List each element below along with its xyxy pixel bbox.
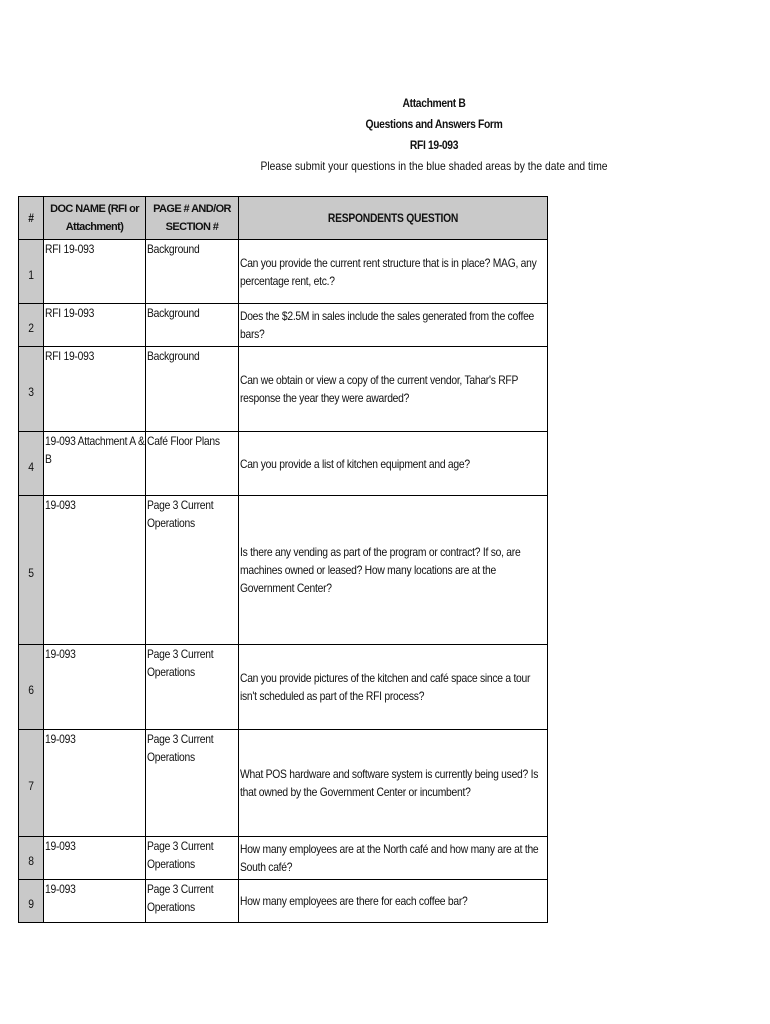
col-header-question: RESPONDENTS QUESTION <box>239 197 548 240</box>
row-number: 5 <box>19 496 44 645</box>
question-cell: How many employees are there for each coffee bar? <box>239 880 548 923</box>
table-row <box>19 347 548 432</box>
page-section-cell: Page 3 Current Operations <box>146 496 239 645</box>
table-row <box>19 730 548 837</box>
page-section-cell: Page 3 Current Operations <box>146 837 239 880</box>
question-cell: Does the $2.5M in sales include the sales generated from the coffee bars? <box>239 304 548 347</box>
row-number: 1 <box>19 240 44 304</box>
doc-name-cell: 19-093 <box>44 496 146 645</box>
page-section-cell: Page 3 Current Operations <box>146 730 239 837</box>
table-row <box>19 496 548 645</box>
doc-name-cell: 19-093 <box>44 837 146 880</box>
doc-name-cell: 19-093 <box>44 645 146 730</box>
page-section-cell: Page 3 Current Operations <box>146 880 239 923</box>
page-section-cell: Background <box>146 240 239 304</box>
row-number: 3 <box>19 347 44 432</box>
attachment-title: Attachment B <box>402 96 466 110</box>
question-cell: Is there any vending as part of the program or contract? If so, are machines owned or leased? How many locations are at the Government Center? <box>239 496 548 645</box>
page-section-cell: Page 3 Current Operations <box>146 645 239 730</box>
question-cell: Can you provide pictures of the kitchen and café space since a tour isn't scheduled as part of the RFI process? <box>239 645 548 730</box>
table-row <box>19 880 548 923</box>
table-row <box>19 432 548 496</box>
instructions-note: Please submit your questions in the blue shaded areas by the date and time <box>260 159 608 173</box>
table-row <box>19 837 548 880</box>
doc-name-cell: 19-093 Attachment A & B <box>44 432 146 496</box>
table-row <box>19 645 548 730</box>
question-cell: Can you provide a list of kitchen equipment and age? <box>239 432 548 496</box>
table-row <box>19 304 548 347</box>
doc-name-cell: RFI 19-093 <box>44 240 146 304</box>
rfi-number: RFI 19-093 <box>409 138 459 152</box>
row-number: 8 <box>19 837 44 880</box>
row-number: 9 <box>19 880 44 923</box>
form-header <box>0 93 770 177</box>
row-number: 7 <box>19 730 44 837</box>
row-number: 6 <box>19 645 44 730</box>
page-section-cell: Café Floor Plans <box>146 432 239 496</box>
form-title: Questions and Answers Form <box>365 117 503 131</box>
question-cell: Can we obtain or view a copy of the current vendor, Tahar's RFP response the year they were awarded? <box>239 347 548 432</box>
doc-name-cell: RFI 19-093 <box>44 304 146 347</box>
doc-name-cell: 19-093 <box>44 730 146 837</box>
col-header-doc-name: DOC NAME (RFI or Attachment) <box>44 197 146 240</box>
table-row <box>19 240 548 304</box>
page-section-cell: Background <box>146 347 239 432</box>
question-cell: How many employees are at the North café and how many are at the South café? <box>239 837 548 880</box>
doc-name-cell: RFI 19-093 <box>44 347 146 432</box>
question-cell: Can you provide the current rent structure that is in place? MAG, any percentage rent, etc.? <box>239 240 548 304</box>
question-cell: What POS hardware and software system is currently being used? Is that owned by the Government Center or incumbent? <box>239 730 548 837</box>
row-number: 2 <box>19 304 44 347</box>
page-section-cell: Background <box>146 304 239 347</box>
row-number: 4 <box>19 432 44 496</box>
table-header-row <box>19 197 548 240</box>
questions-table <box>18 196 548 923</box>
col-header-number: # <box>19 197 44 240</box>
col-header-page-section: PAGE # AND/OR SECTION # <box>146 197 239 240</box>
doc-name-cell: 19-093 <box>44 880 146 923</box>
